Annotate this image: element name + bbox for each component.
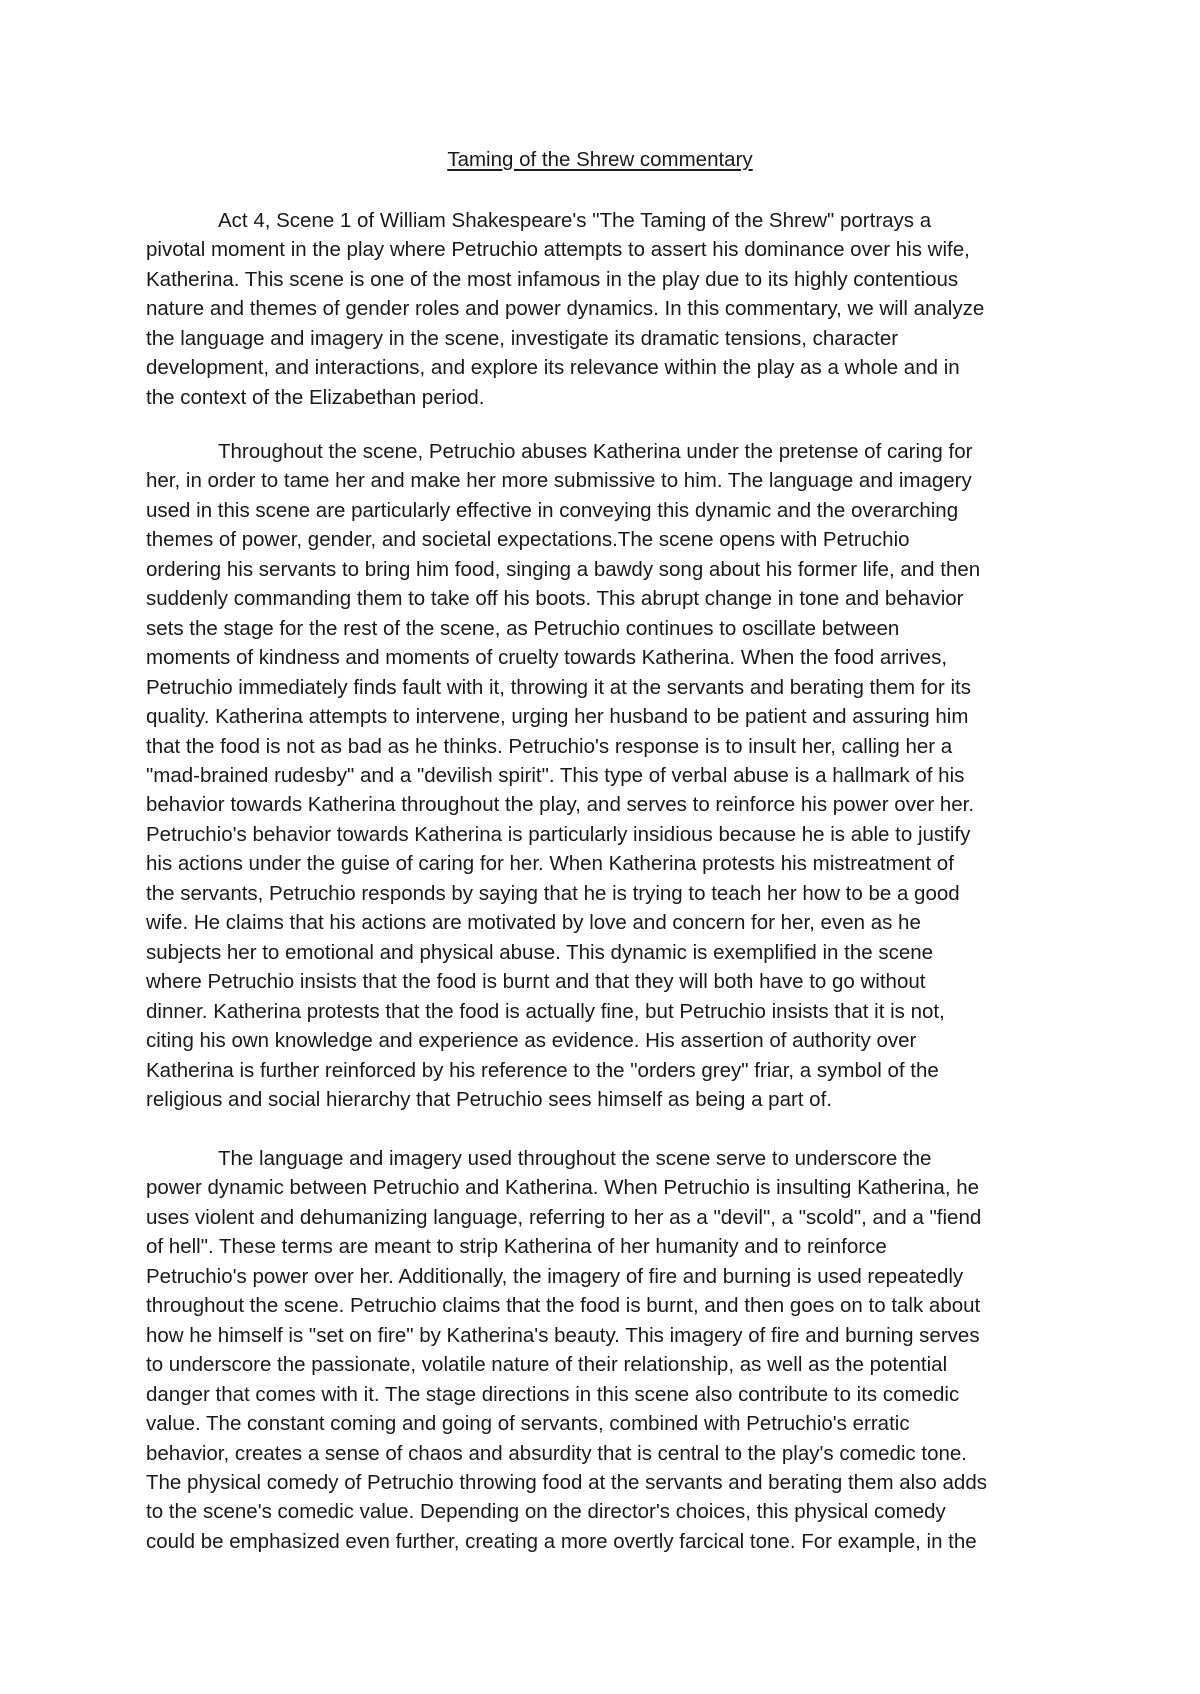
text-line: suddenly commanding them to take off his boots. This abrupt change in tone and behavior <box>146 587 964 611</box>
text-line: to underscore the passionate, volatile nature of their relationship, as well as the potential <box>146 1353 948 1377</box>
text-line: uses violent and dehumanizing language, referring to her as a "devil", a "scold", and a "fiend <box>146 1205 982 1229</box>
text-line: where Petruchio insists that the food is burnt and that they will both have to go without <box>146 970 926 994</box>
text-line: Act 4, Scene 1 of William Shakespeare's "The Taming of the Shrew" portrays a <box>218 209 932 232</box>
text-line: behavior, creates a sense of chaos and absurdity that is central to the play's comedic tone. <box>146 1441 967 1465</box>
text-line: used in this scene are particularly effective in conveying this dynamic and the overarching <box>146 498 959 522</box>
text-line: "mad-brained rudesby" and a "devilish spirit". This type of verbal abuse is a hallmark of his <box>146 763 965 787</box>
text-line: Petruchio's behavior towards Katherina is particularly insidious because he is able to justify <box>146 822 971 846</box>
text-line: behavior towards Katherina throughout the play, and serves to reinforce his power over her. <box>146 793 975 817</box>
text-line: his actions under the guise of caring for her. When Katherina protests his mistreatment of <box>146 852 954 876</box>
text-line: The language and imagery used throughout the scene serve to underscore the <box>218 1147 932 1170</box>
text-line: dinner. Katherina protests that the food is actually fine, but Petruchio insists that it is not, <box>146 999 945 1023</box>
text-line: sets the stage for the rest of the scene, as Petruchio continues to oscillate between <box>146 616 900 640</box>
text-line: the context of the Elizabethan period. <box>146 385 485 409</box>
paragraph-language-imagery <box>146 1144 1066 1556</box>
document-title: Taming of the Shrew commentary <box>447 148 753 171</box>
text-line: moments of kindness and moments of cruelty towards Katherina. When the food arrives, <box>146 646 948 670</box>
text-line: the servants, Petruchio responds by saying that he is trying to teach her how to be a good <box>146 881 960 905</box>
text-line: ordering his servants to bring him food, singing a bawdy song about his former life, and then <box>146 557 981 581</box>
text-line: of hell". These terms are meant to strip Katherina of her humanity and to reinforce <box>146 1235 887 1259</box>
text-line: pivotal moment in the play where Petruchio attempts to assert his dominance over his wife, <box>146 238 970 262</box>
text-line: themes of power, gender, and societal expectations.The scene opens with Petruchio <box>146 528 910 552</box>
text-line: could be emphasized even further, creating a more overtly farcical tone. For example, in the <box>146 1529 977 1553</box>
text-line: to the scene's comedic value. Depending on the director's choices, this physical comedy <box>146 1500 946 1524</box>
text-line: Katherina. This scene is one of the most infamous in the play due to its highly contentious <box>146 267 959 291</box>
text-line: citing his own knowledge and experience as evidence. His assertion of authority over <box>146 1029 917 1053</box>
text-line: quality. Katherina attempts to intervene, urging her husband to be patient and assuring him <box>146 705 969 729</box>
text-line: The physical comedy of Petruchio throwing food at the servants and berating them also adds <box>146 1470 987 1494</box>
text-line: Petruchio immediately finds fault with it, throwing it at the servants and berating them for its <box>146 675 971 699</box>
text-line: wife. He claims that his actions are motivated by love and concern for her, even as he <box>146 911 921 935</box>
text-line: development, and interactions, and explore its relevance within the play as a whole and in <box>146 356 960 380</box>
text-line: nature and themes of gender roles and power dynamics. In this commentary, we will analyze <box>146 297 985 321</box>
text-line: Katherina is further reinforced by his reference to the "orders grey" friar, a symbol of the <box>146 1058 939 1082</box>
text-line: Petruchio's power over her. Additionally, the imagery of fire and burning is used repeatedly <box>146 1264 964 1288</box>
text-line: throughout the scene. Petruchio claims that the food is burnt, and then goes on to talk about <box>146 1294 981 1318</box>
text-line: that the food is not as bad as he thinks. Petruchio's response is to insult her, calling her a <box>146 734 953 758</box>
text-line: religious and social hierarchy that Petruchio sees himself as being a part of. <box>146 1087 832 1111</box>
paragraph-petruchio-abuse <box>146 437 1066 1114</box>
text-line: value. The constant coming and going of servants, combined with Petruchio's erratic <box>146 1412 910 1436</box>
text-line: power dynamic between Petruchio and Katherina. When Petruchio is insulting Katherina, he <box>146 1176 980 1200</box>
text-line: her, in order to tame her and make her more submissive to him. The language and imagery <box>146 469 972 493</box>
text-line: how he himself is "set on fire" by Katherina's beauty. This imagery of fire and burning serves <box>146 1323 980 1347</box>
text-line: subjects her to emotional and physical abuse. This dynamic is exemplified in the scene <box>146 940 934 964</box>
text-line: Throughout the scene, Petruchio abuses Katherina under the pretense of caring for <box>218 440 973 463</box>
text-line: the language and imagery in the scene, investigate its dramatic tensions, character <box>146 326 899 350</box>
paragraph-introduction <box>146 206 1066 412</box>
text-line: danger that comes with it. The stage directions in this scene also contribute to its comedic <box>146 1382 960 1406</box>
